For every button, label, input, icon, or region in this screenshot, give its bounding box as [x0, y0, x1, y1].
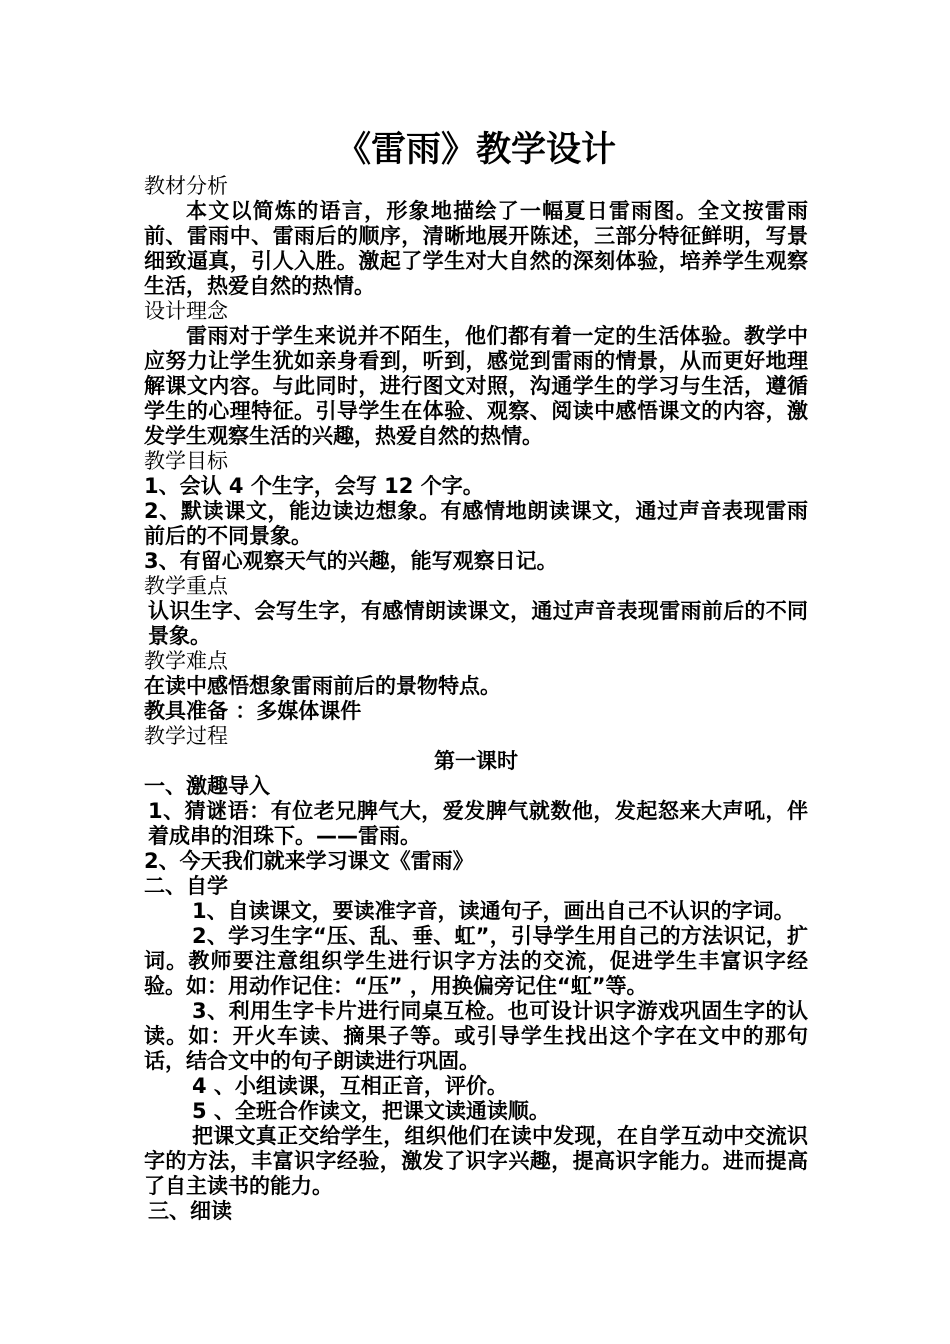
concept-heading: 设计理念: [144, 299, 228, 323]
document-title: 《雷雨》教学设计: [335, 130, 616, 170]
document-page: [144, 128, 808, 1224]
concept-paragraph: 雷雨对于学生来说并不陌生，他们都有着一定的生活体验。教学中应努力让学生犹如亲身看到，听到，感觉到雷雨的情景，从而更好地理解课文内容。与此同时，进行图文对照，沟通学生的学习与生活，遵循学生的心理特征。引导学生在体验、观察、阅读中感悟课文的内容，激发学生观察生活的兴趣，热爱自然的热情。: [144, 324, 808, 448]
goal-item: 3、有留心观察天气的兴趣，能写观察日记。: [144, 549, 558, 573]
difficulty-heading: 教学难点: [144, 649, 228, 673]
goals-heading: 教学目标: [144, 449, 228, 473]
process-heading: 教学过程: [144, 724, 228, 748]
part2-item: 1、自读课文，要读准字音，读通句子，画出自己不认识的字词。: [192, 899, 795, 923]
part2-heading: 二、自学: [144, 874, 228, 898]
difficulty-paragraph: 在读中感悟想象雷雨前后的景物特点。: [144, 674, 501, 698]
goal-item: 2、默读课文，能边读边想象。有感情地朗读课文，通过声音表现雷雨前后的不同景象。: [144, 499, 808, 548]
analysis-heading: 教材分析: [144, 174, 228, 198]
tools-line: 教具准备 ：多媒体课件: [144, 699, 362, 723]
part2-item: 5 、全班合作读文，把课文读通读顺。: [192, 1099, 550, 1123]
part2-summary: 把课文真正交给学生，组织他们在读中发现，在自学互动中交流识字的方法，丰富识字经验，激发了识字兴趣，提高识字能力。进而提高了自主读书的能力。: [144, 1124, 808, 1198]
lesson-title: 第一课时: [434, 749, 518, 773]
part3-heading: 三、细读: [148, 1199, 232, 1223]
analysis-paragraph: 本文以简炼的语言，形象地描绘了一幅夏日雷雨图。全文按雷雨前、雷雨中、雷雨后的顺序，清晰地展开陈述，三部分特征鲜明，写景细致逼真，引人入胜。激起了学生对大自然的深刻体验，培养学生观察生活，热爱自然的热情。: [144, 199, 808, 298]
part1-heading: 一、激趣导入: [144, 774, 270, 798]
part2-item: 4 、小组读课，互相正音，评价。: [192, 1074, 508, 1098]
part2-item: 2、学习生字“压、乱、垂、虹”，引导学生用自己的方法识记，扩词。教师要注意组织学生进行识字方法的交流，促进学生丰富识字经验。如：用动作记住：“压” ，用换偏旁记住“虹”等。: [144, 924, 808, 998]
part1-item: 2、今天我们就来学习课文《雷雨》: [144, 849, 474, 873]
focus-paragraph: 认识生字、会写生字，有感情朗读课文，通过声音表现雷雨前后的不同景象。: [148, 599, 808, 648]
part2-item: 3、利用生字卡片进行同桌互检。也可设计识字游戏巩固生字的认读。如：开火车读、摘果子等。或引导学生找出这个字在文中的那句话，结合文中的句子朗读进行巩固。: [144, 999, 808, 1073]
part1-item: 1、猜谜语：有位老兄脾气大，爱发脾气就数他，发起怒来大声吼，伴着成串的泪珠下。——雷雨。: [148, 799, 808, 848]
focus-heading: 教学重点: [144, 574, 228, 598]
goal-item: 1、会认 4 个生字，会写 12 个字。: [144, 474, 484, 498]
